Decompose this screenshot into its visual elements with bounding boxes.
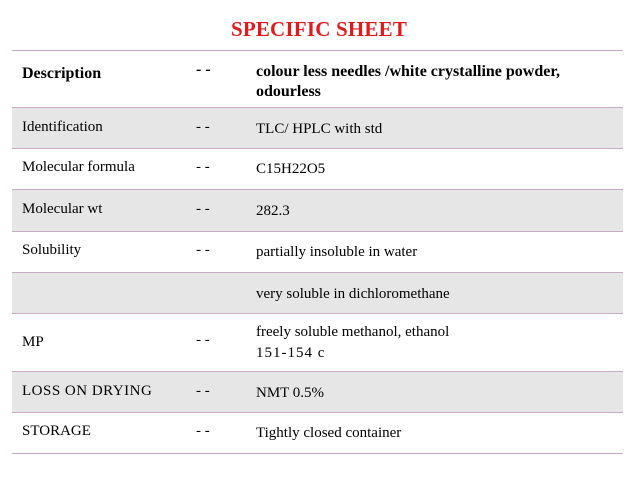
row-separator: - - xyxy=(196,119,210,135)
row-label: Molecular wt xyxy=(22,201,103,217)
row-separator: - - xyxy=(196,383,210,399)
row-value: freely soluble methanol, ethanol 151-154 c xyxy=(256,324,450,361)
row-separator: - - xyxy=(196,423,210,439)
row-separator: - - xyxy=(196,242,210,258)
table-row xyxy=(12,232,623,273)
table-row xyxy=(12,273,623,314)
table-row xyxy=(12,149,623,190)
row-separator: - - xyxy=(196,61,211,78)
row-value: C15H22O5 xyxy=(256,161,326,177)
row-label: Molecular formula xyxy=(22,159,135,175)
table-row xyxy=(12,314,623,372)
row-separator: - - xyxy=(196,332,210,348)
table-row xyxy=(12,108,623,149)
row-value: Tightly closed container xyxy=(256,425,402,441)
table-row xyxy=(12,372,623,413)
row-label: Solubility xyxy=(22,242,82,258)
row-separator: - - xyxy=(196,159,210,175)
table-row xyxy=(12,190,623,232)
row-label: STORAGE xyxy=(22,423,91,439)
row-separator: - - xyxy=(196,201,210,217)
row-label: LOSS ON DRYING xyxy=(22,383,153,399)
spec-table xyxy=(12,50,623,454)
table-row xyxy=(12,51,623,108)
row-label: Identification xyxy=(22,119,103,135)
row-value: colour less needles /white crystalline powder, odourless xyxy=(256,63,560,100)
row-value: very soluble in dichloromethane xyxy=(256,286,450,302)
row-value: 282.3 xyxy=(256,203,290,219)
row-label: MP xyxy=(22,334,44,350)
table-row xyxy=(12,413,623,454)
row-label: Description xyxy=(22,65,102,82)
page-title: SPECIFIC SHEET xyxy=(230,17,408,41)
row-value: partially insoluble in water xyxy=(256,244,418,260)
row-value: NMT 0.5% xyxy=(256,385,325,401)
row-value: TLC/ HPLC with std xyxy=(256,121,383,137)
